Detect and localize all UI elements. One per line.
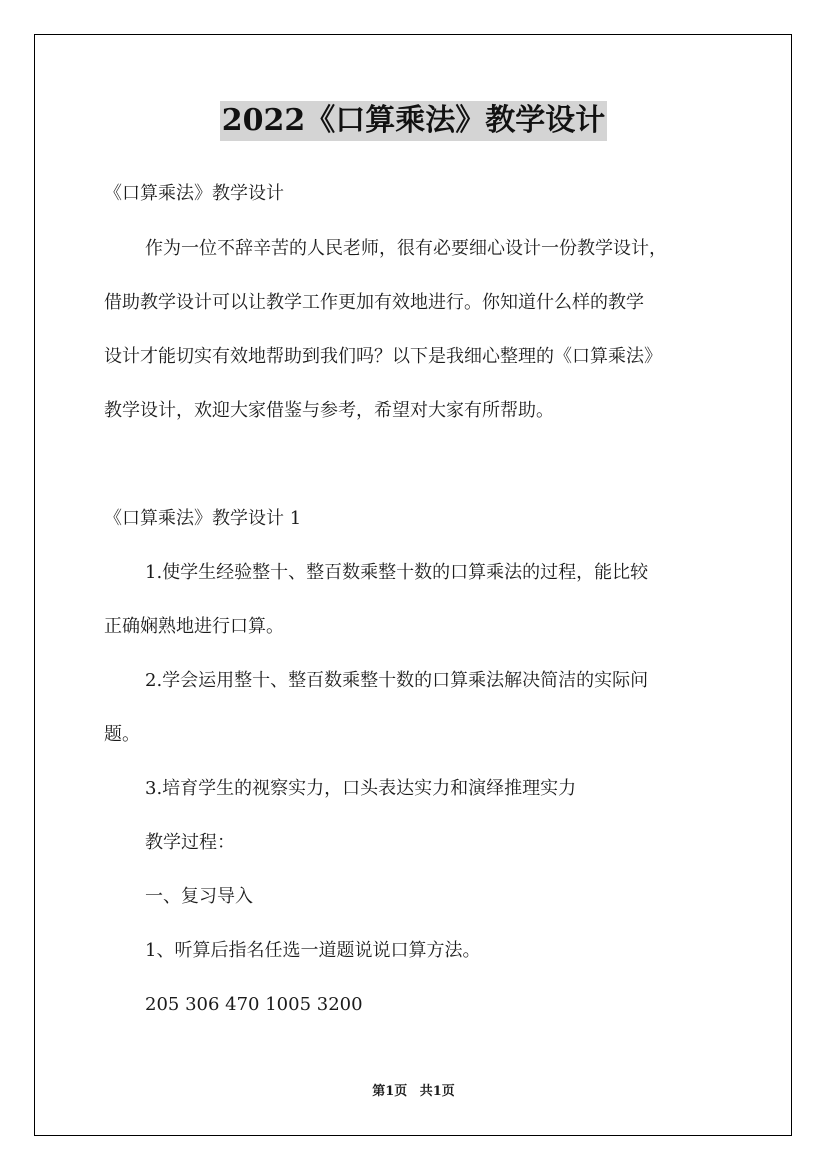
section-heading: 《口算乘法》教学设计 1 [104, 508, 302, 529]
paragraph-line: 设计才能切实有效地帮助到我们吗？以下是我细心整理的《口算乘法》 [104, 346, 662, 367]
paragraph-line: 借助教学设计可以让教学工作更加有效地进行。你知道什么样的教学 [104, 292, 644, 313]
paragraph-line: 1、听算后指名任选一道题说说口算方法。 [145, 940, 481, 961]
paragraph-line: 1.使学生经验整十、整百数乘整十数的口算乘法的过程，能比较 [145, 562, 649, 583]
paragraph-line: 正确娴熟地进行口算。 [104, 616, 284, 637]
page-total: 共1页 [419, 1084, 455, 1099]
paragraph-line: 2.学会运用整十、整百数乘整十数的口算乘法解决简洁的实际问 [145, 670, 649, 691]
paragraph-line: 3.培育学生的视察实力，口头表达实力和演绎推理实力 [145, 778, 577, 799]
paragraph-line: 教学设计，欢迎大家借鉴与参考，希望对大家有所帮助。 [104, 400, 554, 421]
paragraph-line: 作为一位不辞辛苦的人民老师，很有必要细心设计一份教学设计， [145, 238, 667, 259]
page-number: 第1页 [372, 1084, 408, 1099]
subtitle-line: 《口算乘法》教学设计 [104, 183, 284, 204]
paragraph-line: 教学过程： [145, 832, 235, 853]
paragraph-line: 一、复习导入 [145, 886, 253, 907]
document-title [0, 101, 827, 145]
paragraph-line: 题。 [104, 724, 140, 745]
document-title-text: 2022《口算乘法》教学设计 [220, 101, 608, 141]
numbers-line: 205 306 470 1005 3200 [145, 994, 363, 1015]
page-footer [0, 1083, 827, 1101]
